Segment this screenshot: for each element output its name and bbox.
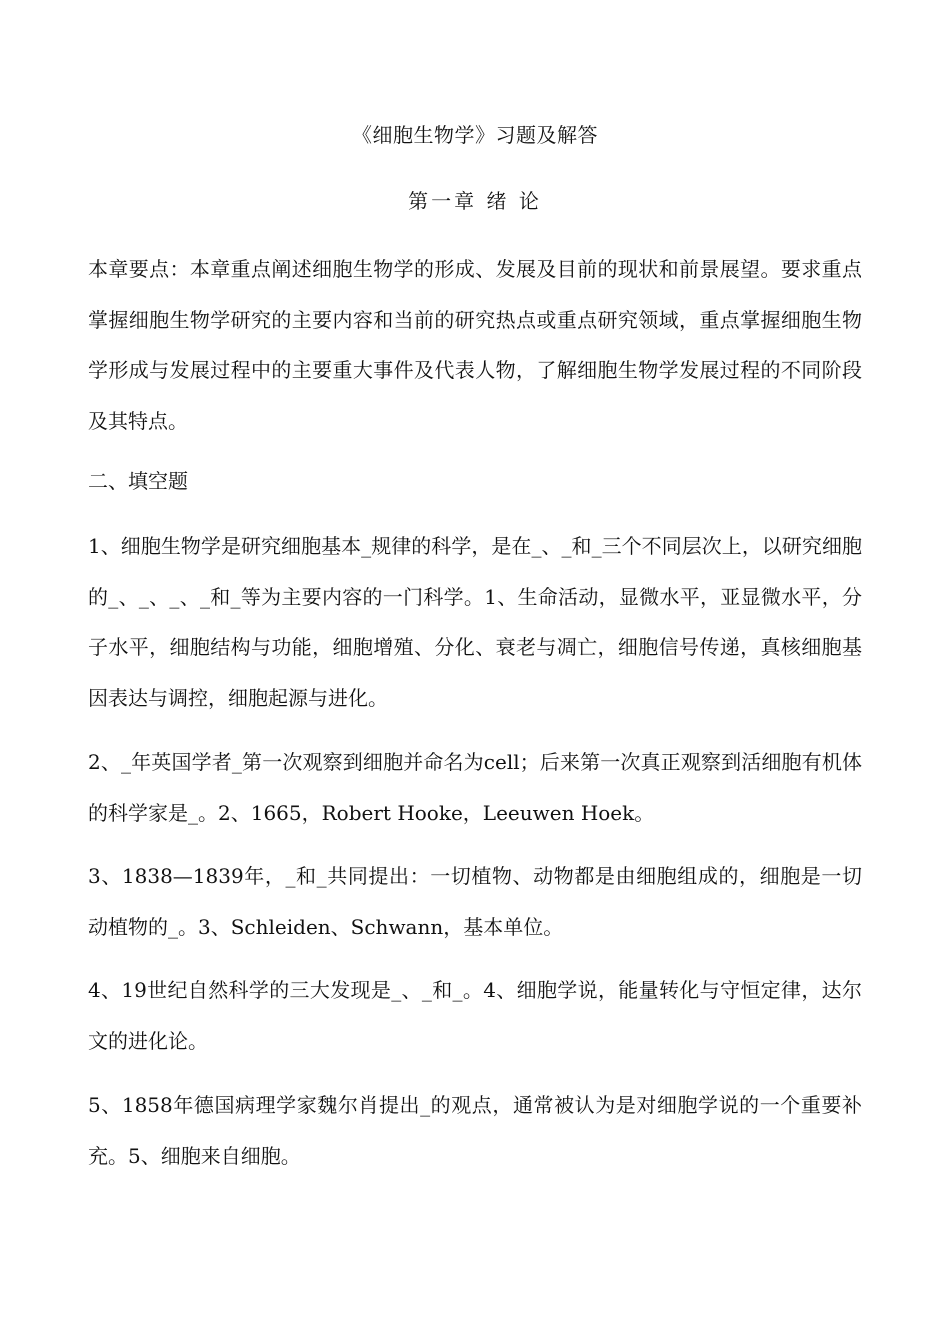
question-item: 2、_年英国学者_第一次观察到细胞并命名为cell；后来第一次真正观察到活细胞有机体的科学家是_。2、1665，Robert Hooke，Leeuwen Hoek。 (88, 750, 862, 825)
section-heading: 二、填空题 (88, 469, 188, 493)
chapter-summary: 本章要点：本章重点阐述细胞生物学的形成、发展及目前的现状和前景展望。要求重点掌握细胞生物学研究的主要内容和当前的研究热点或重点研究领域，重点掌握细胞生物学形成与发展过程中的主要重大事件及代表人物，了解细胞生物学发展过程的不同阶段及其特点。 (88, 257, 862, 433)
question-item: 5、1858年德国病理学家魏尔肖提出_的观点，通常被认为是对细胞学说的一个重要补充。5、细胞来自细胞。 (88, 1093, 862, 1168)
question-item: 1、细胞生物学是研究细胞基本_规律的科学，是在_、_和_三个不同层次上，以研究细胞的_、_、_、_和_等为主要内容的一门科学。1、生命活动，显微水平，亚显微水平，分子水平，细胞结构与功能，细胞增殖、分化、衰老与凋亡，细胞信号传递，真核细胞基因表达与调控，细胞起源与进化。 (88, 534, 862, 710)
question-item: 4、19世纪自然科学的三大发现是_、_和_。4、细胞学说，能量转化与守恒定律，达尔文的进化论。 (88, 978, 862, 1053)
chapter-title: 第一章 绪 论 (408, 189, 542, 213)
document-title: 《细胞生物学》习题及解答 (352, 123, 598, 147)
question-item: 3、1838—1839年，_和_共同提出：一切植物、动物都是由细胞组成的，细胞是一切动植物的_。3、Schleiden、Schwann，基本单位。 (88, 864, 862, 939)
